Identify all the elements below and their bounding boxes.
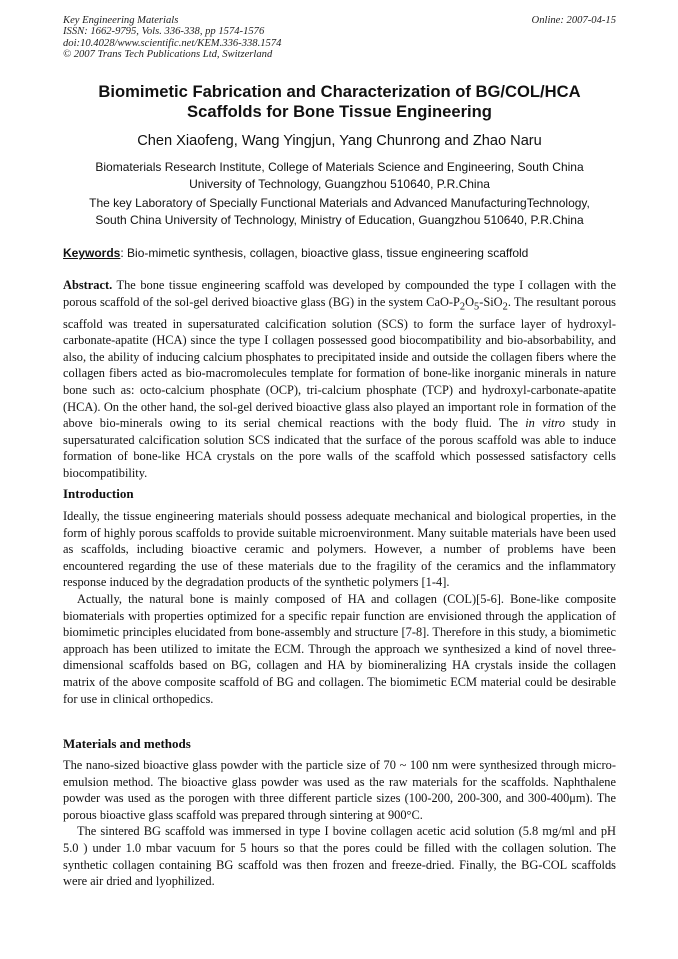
title-line-2: Scaffolds for Bone Tissue Engineering — [187, 102, 492, 121]
online-date: Online: 2007-04-15 — [531, 15, 616, 26]
issn-line: ISSN: 1662-9795, Vols. 336-338, pp 1574-1576 — [63, 26, 265, 38]
abstract-sub-1: 2 — [459, 301, 466, 313]
methods-body — [63, 757, 616, 890]
introduction-paragraph-2: Actually, the natural bone is mainly composed of HA and collagen (COL)[5-6]. Bone-like composite biomaterials with properties optimized for a specific repair function are envisioned through the application of biomimetic principles elucidated from bone-assembly and structure [7-8]. Therefore in this study, a biomimetic approach has been utilized to imitate the ECM. Through the approach we synthesized a kind of novel three-dimensional scaffolds based on BG, collagen and HA by biomineralizing HA crystals inside the collagen matrix of the above composite scaffold of BG and collagen. The biomimetic ECM material could be desirable for use in clinical orthopedics. — [63, 591, 616, 706]
introduction-body — [63, 508, 616, 707]
copyright-line: © 2007 Trans Tech Publications Ltd, Switzerland — [63, 49, 273, 61]
abstract-sub-3: 2 — [502, 301, 508, 313]
keywords-label: Keywords — [63, 246, 121, 260]
affiliation-1-line-1: Biomaterials Research Institute, College of Materials Science and Engineering, South China — [95, 160, 584, 174]
paper-title — [63, 82, 616, 122]
abstract-text-1: The bone tissue engineering scaffold was developed by compounded the type I collagen with the porous scaffold of the sol-gel derived bioactive glass (BG) in the system CaO-P — [63, 278, 616, 309]
abstract-label: Abstract. — [63, 278, 113, 292]
title-line-1: Biomimetic Fabrication and Characterization of BG/COL/HCA — [98, 82, 581, 101]
journal-header — [63, 15, 616, 61]
journal-name: Key Engineering Materials — [63, 15, 179, 26]
author-list: Chen Xiaofeng, Wang Yingjun, Yang Chunrong and Zhao Naru — [137, 133, 542, 149]
affiliation-2-line-2: South China University of Technology, Ministry of Education, Guangzhou 510640, P.R.China — [95, 212, 584, 227]
methods-paragraph-1: The nano-sized bioactive glass powder with the particle size of 70 ~ 100 nm were synthesized through micro-emulsion method. The bioactive glass powder was used as the raw materials for the scaffolds. Naphthalene powder was used as the porogen with three different particle sizes (100-200, 200-300, and 300-400μm). The porous bioactive glass scaffold was prepared through sintering at 900°C. — [63, 758, 616, 822]
methods-heading: Materials and methods — [63, 736, 191, 751]
abstract-italic: in vitro — [525, 416, 566, 431]
doi-line[interactable]: doi:10.4028/www.scientific.net/KEM.336-338.1574 — [63, 37, 282, 49]
abstract-text-3: -SiO — [479, 294, 503, 309]
abstract-text-4: . The resultant porous scaffold was treated in supersaturated calcification solution (SCS) to form the surface layer of hydroxyl-carbonate-apatite (HCA) since the type I collagen possessed good biocompatibility and bio-absorbability, and also, the ability of inducing calcium phosphates to precipitated inside and outside the collagen fibers where the collagen fibers acted as bio-macromolecules template for formation of bone-like inorganic minerals in nature bone such as: octo-calcium phosphate (OCP), tri-calcium phosphate (TCP) and hydroxyl-carbonate-apatite (HCA). On the other hand, the sol-gel derived bioactive glass also played an important role in formation of the above bio-minerals owing to its serial chemical reactions with the body fluid. The — [63, 294, 616, 431]
keywords-text: : Bio-mimetic synthesis, collagen, bioactive glass, tissue engineering scaffold — [120, 246, 529, 260]
abstract-sub-2: 5 — [474, 301, 480, 313]
introduction-paragraph-1: Ideally, the tissue engineering materials should possess adequate mechanical and biological properties, in the form of highly porous scaffolds to provide suitable microenvironment. Many suitable materials have been used as scaffolds, including bioactive ceramic and polymers. However, a number of problems have been encountered regarding the use of these materials due to the fragility of the ceramics and the inflammatory response induced by the degradation products of the synthetic polymers [1-4]. — [63, 509, 616, 590]
affiliation-1-line-2: University of Technology, Guangzhou 510640, P.R.China — [189, 176, 490, 191]
introduction-heading: Introduction — [63, 486, 134, 501]
abstract-text-2: O — [465, 294, 475, 309]
affiliation-1 — [63, 159, 616, 192]
abstract — [63, 277, 616, 482]
affiliation-2-line-1: The key Laboratory of Specially Functional Materials and Advanced ManufacturingTechnology, — [89, 196, 590, 210]
methods-paragraph-2: The sintered BG scaffold was immersed in type I bovine collagen acetic acid solution (5.8 mg/ml and pH 5.0 ) under 1.0 mbar vacuum for 5 hours so that the pores could be filled with the collagen solution. The synthetic collagen containing BG scaffold was then frozen and freeze-dried. Finally, the BG-COL scaffolds were air dried and lyophilized. — [63, 824, 616, 889]
affiliation-2 — [63, 195, 616, 228]
abstract-text-5: study in supersaturated calcification solution SCS indicated that the surface of the porous scaffold was able to induce formation of bone-like HCA crystals on the pore walls of the scaffold which possessed satisfactory cells biocompatibility. — [63, 416, 616, 480]
keywords-line — [63, 245, 616, 261]
